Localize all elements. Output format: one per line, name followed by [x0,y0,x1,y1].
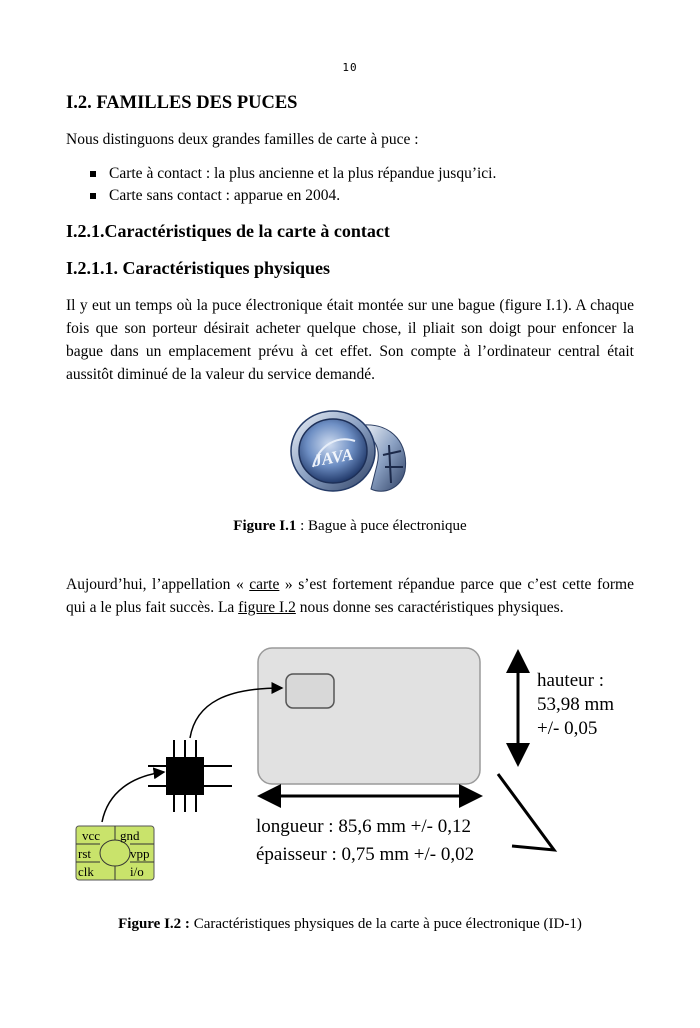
ring-engraving: JAVA [311,444,355,471]
contact-pad [76,826,154,880]
list-item: Carte sans contact : apparue en 2004. [90,185,496,207]
page-number: 10 [342,61,358,74]
subsubsection-title: I.2.1.1. Caractéristiques physiques [66,258,331,278]
card-dimensions-diagram [60,640,640,890]
height-label: hauteur : [537,670,605,691]
paragraph-ring: Il y eut un temps où la puce électronique était montée sur une bague (figure I.1). A chaque fois que son porteur désirait acheter quelque chose, il pliait son doigt pour enfoncer la bague dans un emplacement prévu à cet effet. Son compte à l’ordinateur central était aussitôt diminué de la valeur du service demandé. [66,297,634,383]
chip-component [148,740,232,812]
figure1-caption-text: : Bague à puce électronique [296,518,467,534]
contact-label: gnd [120,828,140,843]
contact-label: vcc [82,828,101,843]
paragraph-card [66,573,634,619]
figure1-caption [0,518,700,535]
section-title: I.2. FAMILLES DES PUCES [66,93,298,113]
thickness-label: épaisseur : 0,75 mm +/- 0,02 [256,844,475,865]
figure2-caption-text: Caractéristiques physiques de la carte à puce électronique (ID-1) [189,916,582,932]
contact-label: clk [78,864,94,879]
figure1-caption-label: Figure I.1 [233,518,297,534]
intro-text: Nous distinguons deux grandes familles de carte à puce : [66,131,419,148]
length-label: longueur : 85,6 mm +/- 0,12 [256,816,471,837]
list-item: Carte à contact : la plus ancienne et la plus répandue jusqu’ici. [90,163,496,185]
contact-label: i/o [130,864,144,879]
figure2-caption [0,916,700,933]
card-chip-slot [286,674,334,708]
paragraph-card-text: Aujourd’hui, l’appellation « [66,576,250,593]
subsection-title: I.2.1.Caractéristiques de la carte à contact [66,221,390,241]
paragraph-card-text: » s’est fortement répandue parce que c’est cette forme qui a le plus fait succès. La [66,576,634,616]
figure2-caption-label: Figure I.2 : [118,916,190,932]
link-figure-i2[interactable]: figure I.2 [238,599,296,616]
contact-label: rst [78,846,91,861]
height-tolerance: +/- 0,05 [537,718,598,739]
ring-image [285,405,415,500]
height-value: 53,98 mm [537,694,615,715]
link-carte[interactable]: carte [249,576,280,593]
smart-card [258,648,480,784]
contact-label: vpp [130,846,150,861]
families-list [90,163,496,207]
paragraph-card-text: nous donne ses caractéristiques physiques. [295,599,564,616]
